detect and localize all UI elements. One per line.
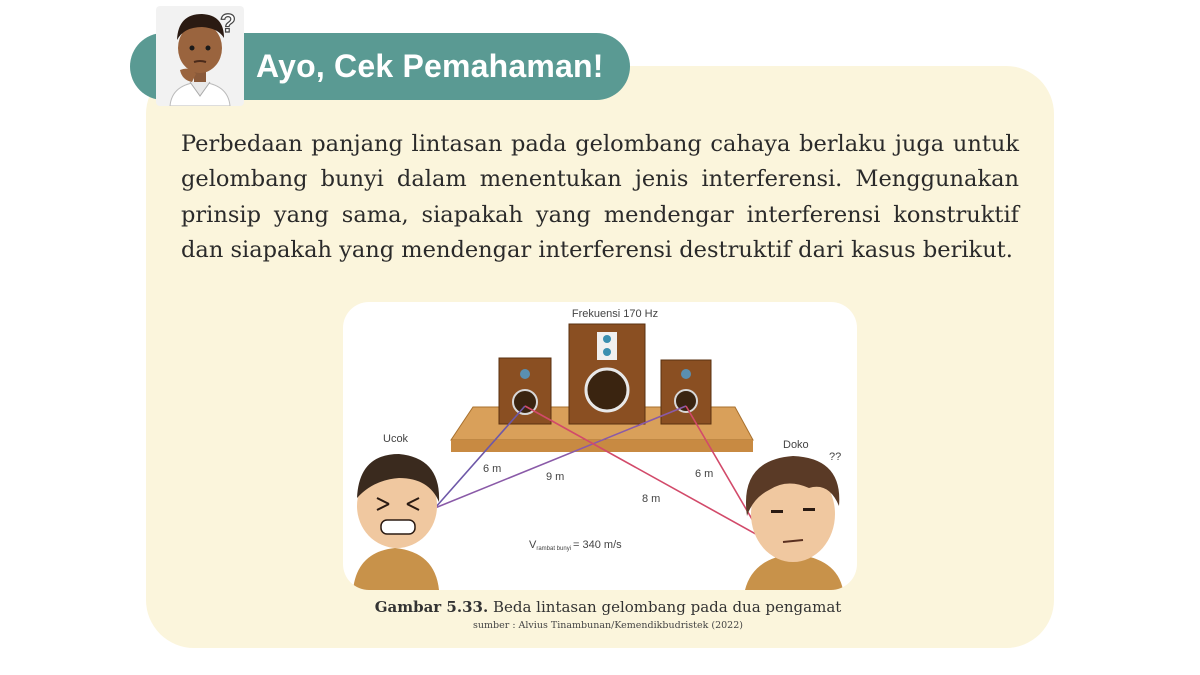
left-speaker	[499, 358, 551, 424]
speed-label: Vrambat bunyi = 340 m/s	[529, 539, 622, 552]
person-label-right: Doko	[783, 439, 809, 451]
thinking-student-icon	[150, 0, 250, 106]
person-label-left: Ucok	[383, 433, 409, 445]
section-title: Ayo, Cek Pemahaman!	[256, 48, 604, 84]
center-speaker	[569, 324, 645, 424]
right-speaker	[661, 360, 711, 424]
interference-figure	[343, 302, 857, 590]
distance-label: 6 m	[695, 468, 714, 480]
caption-number: Gambar 5.33.	[374, 598, 489, 616]
annotation-marks: ??	[829, 451, 842, 463]
ucok-character	[353, 454, 439, 590]
caption-text: Beda lintasan gelombang pada dua pengamat	[488, 598, 842, 616]
doko-character	[745, 456, 843, 590]
distance-label: 9 m	[546, 471, 565, 483]
distance-label: 8 m	[642, 493, 661, 505]
figure-source: sumber : Alvius Tinambunan/Kemendikbudristek (2022)	[473, 620, 743, 631]
distance-label: 6 m	[483, 463, 502, 475]
figure-caption	[300, 598, 916, 616]
frequency-label: Frekuensi 170 Hz	[571, 308, 659, 320]
question-paragraph: Perbedaan panjang lintasan pada gelombang cahaya berlaku juga untuk gelombang bunyi dalam menentukan jenis interferensi. Menggunakan prinsip yang sama, siapakah yang mendengar interferensi konstruktif dan siapakah yang mendengar interferensi destruktif dari kasus berikut.	[181, 131, 1019, 264]
svg-text:?: ?	[220, 8, 236, 38]
